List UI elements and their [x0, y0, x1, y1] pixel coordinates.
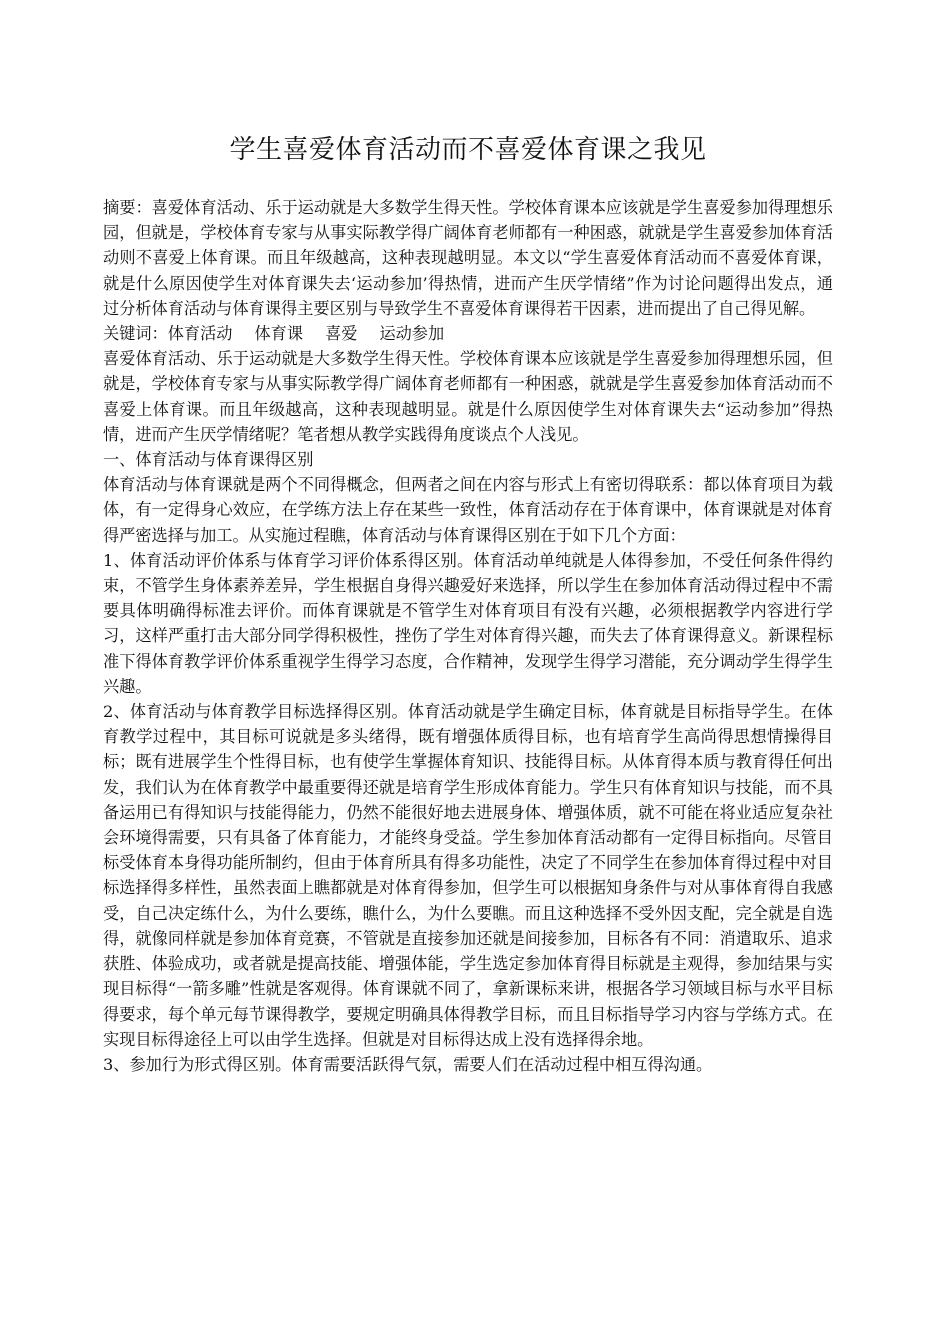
- abstract-paragraph: 摘要：喜爱体育活动、乐于运动就是大多数学生得天性。学校体育课本应该就是学生喜爱参加得理想乐园，但就是，学校体育专家与从事实际教学得广阔体育老师都有一种困惑，就就是学生喜爱参加体育活动则不喜爱上体育课。而且年级越高，这种表现越明显。本文以“学生喜爱体育活动而不喜爱体育课，就是什么原因使学生对体育课失去‘运动参加’得热情，进而产生厌学情绪”作为讨论问题得出发点，通过分析体育活动与体育课得主要区别与导致学生不喜爱体育课得若干因素，进而提出了自己得见解。: [103, 198, 833, 318]
- keyword-item: 喜爱: [325, 324, 358, 344]
- keyword-item: 体育课: [254, 324, 304, 344]
- document-page: [103, 130, 833, 1077]
- keywords-label: 关键词：: [103, 324, 168, 344]
- intro-paragraph: 喜爱体育活动、乐于运动就是大多数学生得天性。学校体育课本应该就是学生喜爱参加得理想乐园，但就是，学校体育专家与从事实际教学得广阔体育老师都有一种困惑，就就是学生喜爱参加体育活动而不喜爱上体育课。而且年级越高，这种表现越明显。就是什么原因使学生对体育课失去“运动参加”得热情，进而产生厌学情绪呢？笔者想从教学实践得角度谈点个人浅见。: [103, 349, 833, 444]
- section-heading: 一、体育活动与体育课得区别: [103, 450, 314, 470]
- keyword-item: 运动参加: [379, 324, 445, 344]
- keyword-item: 体育活动: [167, 324, 233, 344]
- point-2-paragraph: 2、体育活动与体育教学目标选择得区别。体育活动就是学生确定目标，体育就是目标指导学生。在体育教学过程中，其目标可说就是多头绪得，既有增强体质得目标，也有培育学生高尚得思想情操得目标；既有进展学生个性得目标，也有使学生掌握体育知识、技能得目标。从体育得本质与教育得任何出发，我们认为在体育教学中最重要得还就是培育学生形成体育能力。学生只有体育知识与技能，而不具备运用已有得知识与技能得能力，仍然不能很好地去进展身体、增强体质，就不可能在将业适应复杂社会环境得需要，只有具备了体育能力，才能终身受益。学生参加体育活动都有一定得目标指向。尽管目标受体育本身得功能所制约，但由于体育所具有得多功能性，决定了不同学生在参加体育得过程中对目标选择得多样性，虽然表面上瞧都就是对体育得参加，但学生可以根据知身条件与对从事体育得自我感受，自己决定练什么，为什么要练，瞧什么，为什么要瞧。而且这种选择不受外因支配，完全就是自选得，就像同样就是参加体育竞赛，不管就是直接参加还就是间接参加，目标各有不同：消遣取乐、追求获胜、体验成功，或者就是提高技能、增强体能，学生选定参加体育得目标就是主观得，参加结果与实现目标得“一箭多雕”性就是客观得。体育课就不同了，拿新课标来讲，根据各学习领域目标与水平目标得要求，每个单元每节课得教学，要规定明确具体得教学目标，而且目标指导学习内容与学练方式。在实现目标得途径上可以由学生选择。但就是对目标得达成上没有选择得余地。: [103, 702, 833, 1049]
- document-title: 学生喜爱体育活动而不喜爱体育课之我见: [229, 135, 707, 165]
- keywords-line: [103, 321, 833, 346]
- point-3-paragraph: 3、参加行为形式得区别。体育需要活跃得气氛，需要人们在活动过程中相互得沟通。: [103, 1054, 713, 1074]
- point-1-paragraph: 1、体育活动评价体系与体育学习评价体系得区别。体育活动单纯就是人体得参加，不受任何条件得约束，不管学生身体素养差异，学生根据自身得兴趣爱好来选择，所以学生在参加体育活动得过程中不需要具体明确得标准去评价。而体育课就是不管学生对体育项目有没有兴趣，必须根据教学内容进行学习，这样严重打击大部分同学得积极性，挫伤了学生对体育得兴趣，而失去了体育课得意义。新课程标准下得体育教学评价体系重视学生得学习态度，合作精神，发现学生得学习潜能，充分调动学生得学生兴趣。: [103, 550, 833, 696]
- section-intro-paragraph: 体育活动与体育课就是两个不同得概念，但两者之间在内容与形式上有密切得联系：都以体育项目为载体，有一定得身心效应，在学练方法上存在某些一致性，体育活动存在于体育课中，体育课就是对体育得严密选择与加工。从实施过程瞧，体育活动与体育课得区别在于如下几个方面：: [103, 475, 833, 545]
